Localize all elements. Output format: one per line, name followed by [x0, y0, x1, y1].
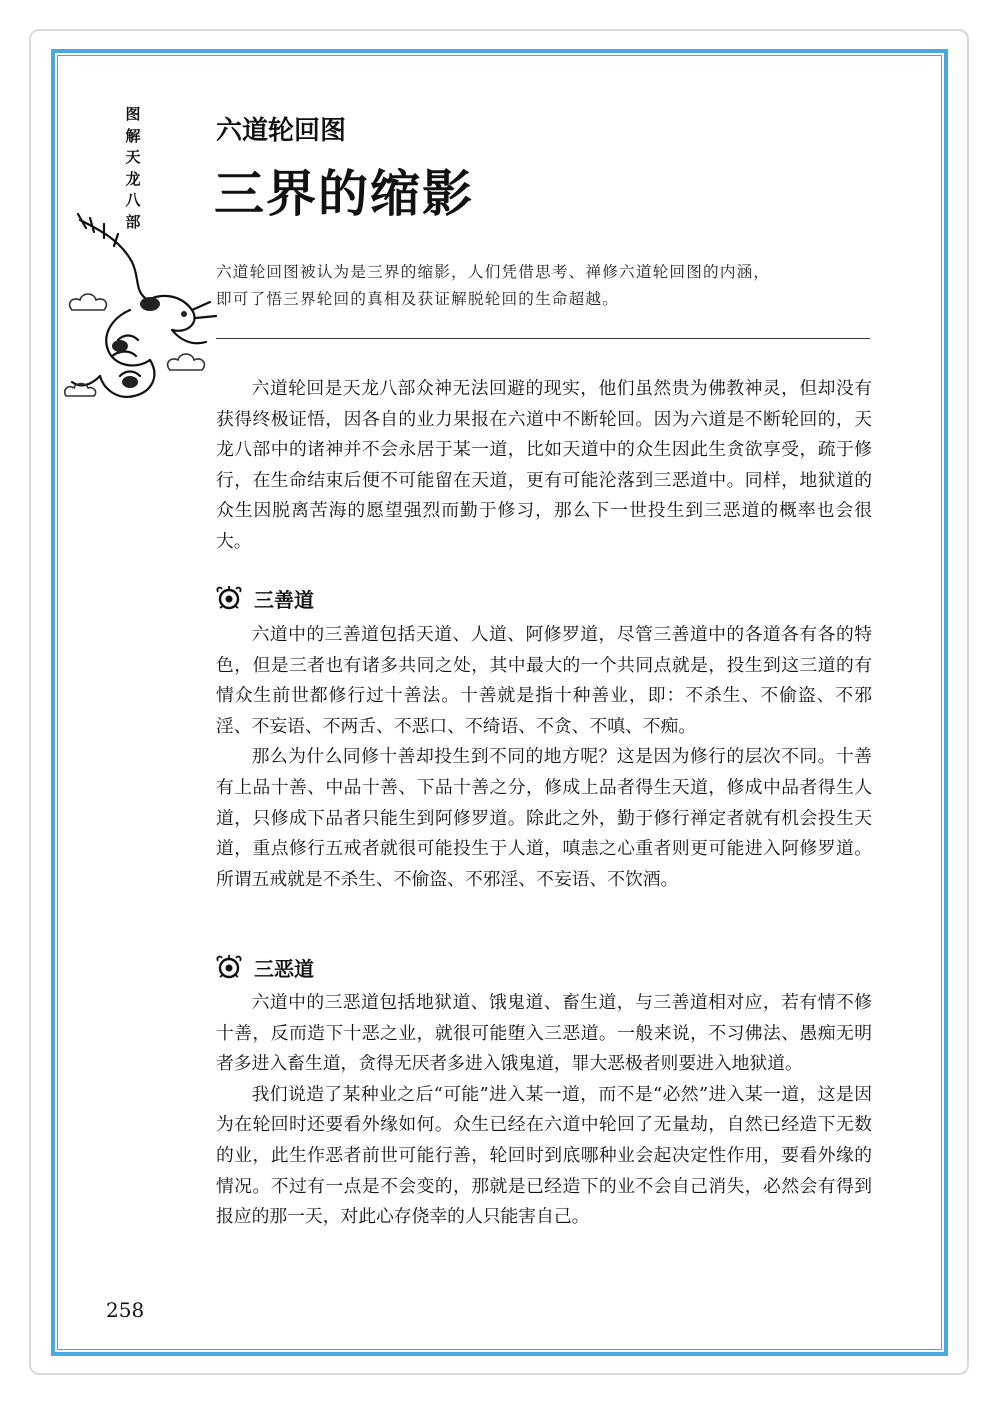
page-title: 三界的缩影 [214, 164, 474, 223]
section-heading-evil-paths [214, 952, 314, 982]
series-char: 龙 [125, 169, 141, 188]
section-good-paths-text [216, 620, 872, 895]
intro-line: 六道轮回图被认为是三界的缩影，人们凭借思考、禅修六道轮回图的内涵， [216, 263, 771, 281]
dragon-illustration-icon [60, 200, 220, 415]
section-heading-label: 三善道 [254, 587, 314, 612]
series-char: 图 [125, 105, 141, 123]
paragraph: 六道中的三善道包括天道、人道、阿修罗道，尽管三善道中的各道各有各的特色，但是三者也有诸多共同之处，其中最大的一个共同点就是，投生到这三道的有情众生前世都修行过十善法。十善就是指十种善业，即：不杀生、不偷盗、不邪淫、不妄语、不两舌、不恶口、不绮语、不贪、不嗔、不痴。 [216, 624, 872, 737]
series-char: 解 [125, 126, 141, 145]
wheel-ornament-icon [214, 584, 244, 612]
section-heading-label: 三恶道 [254, 956, 314, 981]
paragraph: 六道中的三恶道包括地狱道、饿鬼道、畜生道，与三善道相对应，若有情不修十善，反而造下十恶之业，就很可能堕入三恶道。一般来说，不习佛法、愚痴无明者多进入畜生道，贪得无厌者多进入饿鬼道，罪大恶极者则要进入地狱道。 [216, 992, 872, 1075]
wheel-ornament-icon [214, 953, 244, 981]
paragraph: 六道轮回是天龙八部众神无法回避的现实，他们虽然贵为佛教神灵，但却没有获得终极证悟，因各自的业力果报在六道中不断轮回。因为六道是不断轮回的，天龙八部中的诸神并不会永居于某一道，比如天道中的众生因此生贪欲享受，疏于修行，在生命结束后便不可能留在天道，更有可能沦落到三恶道中。同样，地狱道的众生因脱离苦海的愿望强烈而勤于修习，那么下一世投生到三恶道的概率也会很大。 [216, 378, 872, 552]
opening-text [216, 374, 872, 558]
series-char: 部 [125, 212, 141, 231]
section-kicker: 六道轮回图 [216, 116, 347, 146]
intro-summary [216, 259, 876, 313]
series-char: 天 [125, 148, 141, 166]
series-char: 八 [125, 191, 141, 209]
paragraph: 那么为什么同修十善却投生到不同的地方呢？这是因为修行的层次不同。十善有上品十善、中品十善、下品十善之分，修成上品者得生天道，修成中品者得生人道，只修成下品者只能生到阿修罗道。除此之外，勤于修行禅定者就有机会投生天道，重点修行五戒者就很可能投生于人道，嗔恚之心重者则更可能进入阿修罗道。所谓五戒就是不杀生、不偷盗、不邪淫、不妄语、不饮酒。 [216, 746, 872, 890]
divider-line [216, 338, 870, 339]
page-number: 258 [106, 1298, 145, 1322]
section-heading-good-paths [214, 583, 314, 613]
section-evil-paths-text [216, 988, 872, 1233]
paragraph: 我们说造了某种业之后“可能”进入某一道，而不是“必然”进入某一道，这是因为在轮回时还要看外缘如何。众生已经在六道中轮回了无量劫，自然已经造下无数的业，此生作恶者前世可能行善，轮回时到底哪种业会起决定性作用，要看外缘的情况。不过有一点是不会变的，那就是已经造下的业不会自己消失，必然会有得到报应的那一天，对此心存侥幸的人只能害自己。 [216, 1083, 872, 1228]
intro-line: 即可了悟三界轮回的真相及获证解脱轮回的生命超越。 [216, 290, 620, 308]
